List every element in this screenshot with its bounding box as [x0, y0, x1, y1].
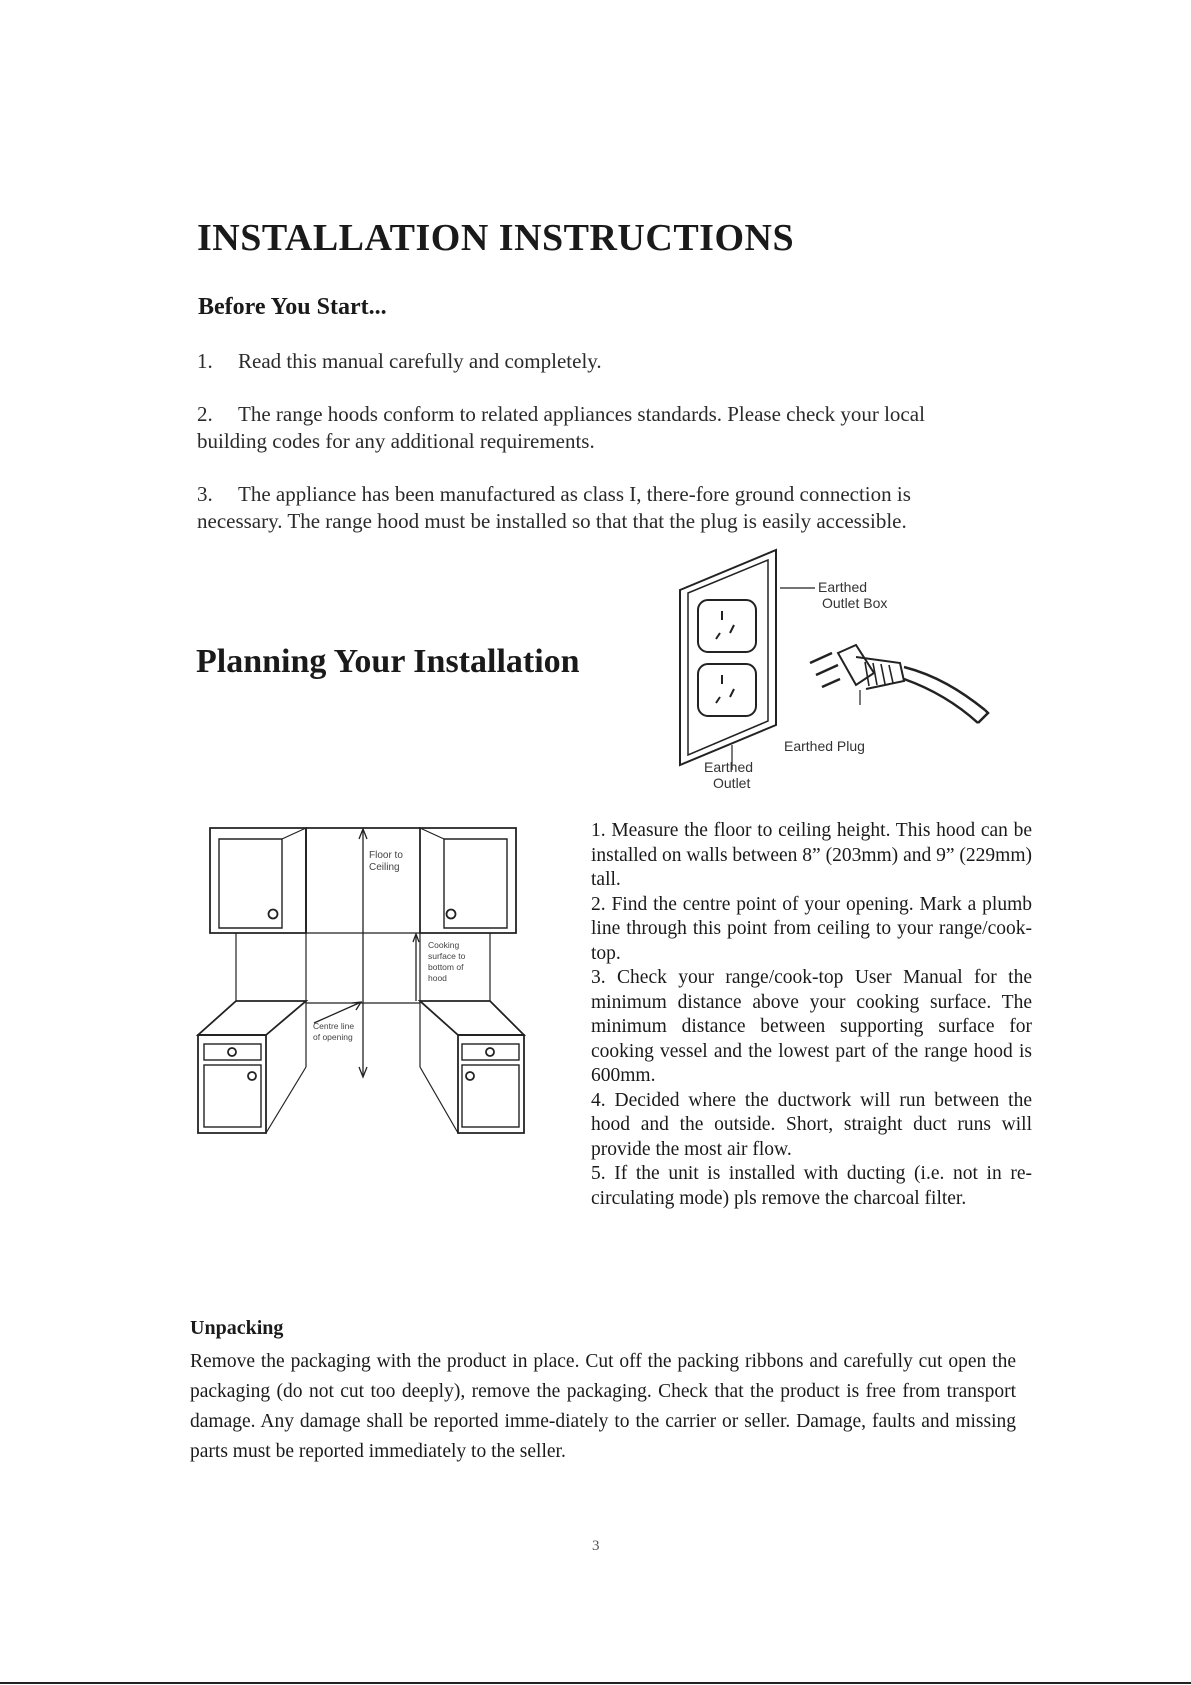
cooking-surface-label-3: bottom of [428, 962, 464, 972]
earthed-outlet-illustration [660, 545, 1020, 795]
floor-to-ceiling-label-1: Floor to [369, 850, 403, 861]
planning-step-5: 5. If the unit is installed with ducting (i.e. not in re-circulating mode) pls remove the charcoal filter. [591, 1163, 1032, 1209]
intro-item-text: The appliance has been manufactured as class I, there-fore ground connection is necessary. The range hood must be installed so that that the plug is easily accessible. [197, 482, 911, 533]
intro-item-3 [197, 481, 997, 535]
bottom-rule [0, 1682, 1191, 1684]
planning-heading: Planning Your Installation [196, 643, 580, 680]
centre-line-label-2: of opening [313, 1032, 353, 1042]
outlet-label-1: Earthed [704, 759, 754, 775]
outlet-box-label-2: Outlet Box [822, 595, 888, 611]
intro-item-number: 1. [197, 349, 213, 373]
outlet-label-2: Outlet [713, 775, 751, 791]
earthed-plug-label: Earthed Plug [784, 738, 865, 754]
unpacking-text: Remove the packaging with the product in place. Cut off the packing ribbons and carefully cut open the packaging (do not cut too deeply), remove the packaging. Check that the product is free from transport damage. Any damage shall be reported imme-diately to the carrier or seller. Damage, faults and missing parts must be reported immediately to the seller. [190, 1351, 1016, 1462]
planning-step-4: 4. Decided where the ductwork will run between the hood and the outside. Short, straight duct runs will provide the most air flow. [591, 1089, 1032, 1160]
planning-steps [591, 819, 1032, 1211]
intro-item-number: 3. [197, 482, 213, 506]
cooking-surface-label-4: hood [428, 973, 447, 983]
planning-step-1: 1. Measure the floor to ceiling height. This hood can be installed on walls between 8” (203mm) and 9” (229mm) tall. [591, 820, 1032, 890]
planning-step-2: 2. Find the centre point of your opening. Mark a plumb line through this point from ceiling to your range/cook-top. [591, 893, 1032, 964]
floor-to-ceiling-label-2: Ceiling [369, 862, 400, 873]
unpacking-heading: Unpacking [190, 1317, 284, 1339]
intro-item-text: Read this manual carefully and completely. [238, 349, 602, 373]
planning-step-3: 3. Check your range/cook-top User Manual for the minimum distance above your cooking surface. The minimum distance between supporting surface for cooking vessel and the lowest part of the range hood is 600mm. [591, 967, 1032, 1086]
page-number: 3 [592, 1538, 600, 1554]
outlet-box-label-1: Earthed [818, 579, 868, 595]
page-title: INSTALLATION INSTRUCTIONS [197, 217, 795, 259]
cooking-surface-label-2: surface to [428, 951, 466, 961]
intro-item-2 [197, 401, 997, 455]
intro-item-number: 2. [197, 402, 213, 426]
before-you-start-heading: Before You Start... [198, 294, 387, 320]
kitchen-planning-illustration [196, 823, 526, 1135]
intro-item-text: The range hoods conform to related appliances standards. Please check your local building codes for any additional requirements. [197, 402, 925, 453]
intro-item-1 [197, 348, 997, 375]
cooking-surface-label-1: Cooking [428, 940, 460, 950]
centre-line-label-1: Centre line [313, 1021, 355, 1031]
